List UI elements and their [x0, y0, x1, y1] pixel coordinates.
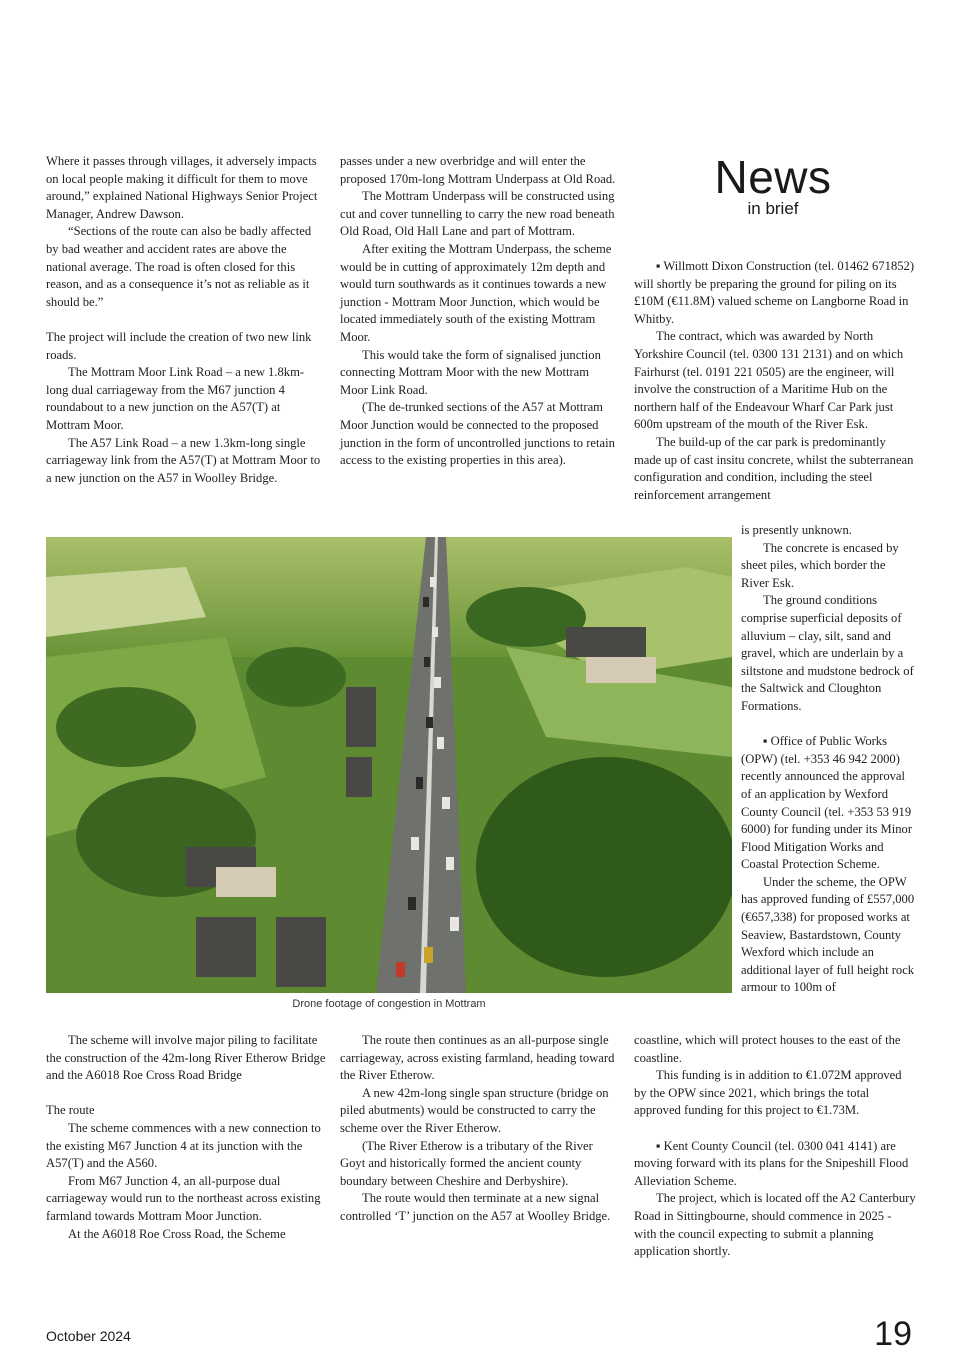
news-item: ▪ Office of Public Works (OPW) (tel. +353 46 942 2000) recently announced the approval of an application by Wexford County Council (tel. +353 53 919 6000) for funding under its Minor Flood Mitigation Works and Coastal Protection Scheme.	[741, 734, 913, 872]
news-title: News	[714, 151, 832, 203]
article-column-2-bottom	[340, 1032, 620, 1226]
news-item: ▪ Willmott Dixon Construction (tel. 01462 671852) will shortly be preparing the ground for piling on its £10M (€11.8M) valued scheme on Langborne Road in Whitby.	[634, 259, 915, 326]
news-column-bottom	[634, 1032, 916, 1261]
paragraph: The ground conditions comprise superficial deposits of alluvium – clay, silt, sand and gravel, which are underlain by a siltstone and mudstone bedrock of the Saltwick and Cloughton Formations.	[741, 593, 914, 713]
paragraph: A new 42m-long single span structure (bridge on piled abutments) would be constructed to carry the scheme over the River Etherow.	[340, 1085, 609, 1135]
news-subtitle: in brief	[747, 199, 799, 218]
paragraph: From M67 Junction 4, an all-purpose dual carriageway would run to the northeast across existing farmland towards Mottram Moor Junction.	[46, 1173, 321, 1223]
article-column-2-top	[340, 153, 620, 470]
paragraph: coastline, which will protect houses to the east of the coastline.	[634, 1033, 901, 1065]
drone-photo	[46, 537, 732, 993]
paragraph: Where it passes through villages, it adversely impacts on local people making it difficult for them to move around,” explained National Highways Senior Project Manager, Andrew Dawson.	[46, 154, 318, 221]
page-number: 19	[874, 1315, 912, 1353]
paragraph: The Mottram Moor Link Road – a new 1.8km-long dual carriageway from the M67 junction 4 roundabout to a new junction on the A57(T) at Mottram Moor.	[46, 365, 305, 432]
paragraph: At the A6018 Roe Cross Road, the Scheme	[68, 1226, 286, 1241]
paragraph: The A57 Link Road – a new 1.3km-long single carriageway link from the A57(T) at Mottram Moor to a new junction on the A57 in Woolley Bridge.	[46, 435, 321, 485]
news-in-brief-heading	[700, 152, 846, 218]
paragraph: The route then continues as an all-purpose single carriageway, across existing farmland, heading toward the River Etherow.	[340, 1033, 615, 1083]
paragraph: The contract, which was awarded by North Yorkshire Council (tel. 0300 131 2131) and on which Fairhurst (tel. 0191 221 0505) are the engineer, will involve the construction of a Maritime Hub on the northern half of the Endeavour Wharf Car Park just 600m upstream of the mouth of the River Esk.	[634, 329, 904, 432]
paragraph: “Sections of the route can also be badly affected by bad weather and accident rates are above the national average. The road is often closed for this reason, and as a consequence it’s not as reliable as it should be.”	[46, 224, 312, 309]
subheading: The route	[46, 1103, 95, 1118]
paragraph: Under the scheme, the OPW has approved funding of £557,000 (€657,338) for proposed works at Seaview, Bastardstown, County Wexford which include an additional layer of full height rock armour to 100m of	[741, 874, 915, 995]
paragraph: The Mottram Underpass will be constructed using cut and cover tunnelling to carry the new road beneath Old Road, Old Hall Lane and part of Mottram.	[340, 189, 615, 239]
paragraph: (The River Etherow is a tributary of the River Goyt and historically formed the ancient county boundary between Cheshire and Derbyshire).	[340, 1138, 593, 1188]
article-column-1-top	[46, 153, 326, 487]
paragraph: The project will include the creation of two new link roads.	[46, 329, 312, 362]
paragraph: This funding is in addition to €1.072M approved by the OPW since 2021, which brings the total approved funding for this project to €1.73M.	[634, 1068, 902, 1118]
photo-caption: Drone footage of congestion in Mottram	[292, 998, 486, 1010]
news-column-top	[634, 258, 916, 504]
news-column-wrap	[741, 522, 916, 997]
aerial-landscape-image	[46, 537, 732, 993]
paragraph: The route would then terminate at a new signal controlled ‘T’ junction on the A57 at Woolley Bridge.	[340, 1191, 611, 1223]
paragraph: is presently unknown.	[741, 523, 852, 537]
issue-date: October 2024	[46, 1328, 131, 1344]
article-column-1-bottom	[46, 1032, 326, 1243]
paragraph: The scheme commences with a new connection to the existing M67 Junction 4 at its junction with the A57(T) and the A560.	[46, 1120, 321, 1171]
paragraph: The project, which is located off the A2 Canterbury Road in Sittingbourne, should commence in 2025 - with the council expecting to submit a planning application shortly.	[634, 1191, 916, 1259]
paragraph: passes under a new overbridge and will enter the proposed 170m-long Mottram Underpass at Old Road.	[340, 154, 616, 186]
news-item: ▪ Kent County Council (tel. 0300 041 4141) are moving forward with its plans for the Snipeshill Flood Alleviation Scheme.	[634, 1138, 909, 1188]
paragraph: The concrete is encased by sheet piles, which border the River Esk.	[741, 540, 899, 590]
paragraph: The build-up of the car park is predominantly made up of cast insitu concrete, whilst the subterranean configuration and condition, including the steel reinforcement arrangement	[634, 434, 914, 502]
paragraph: This would take the form of signalised junction connecting Mottram Moor with the new Mottram Moor Link Road.	[340, 347, 601, 397]
paragraph: The scheme will involve major piling to facilitate the construction of the 42m-long River Etherow Bridge and the A6018 Roe Cross Road Bridge	[46, 1033, 326, 1083]
paragraph: After exiting the Mottram Underpass, the scheme would be in cutting of approximately 12m depth and would turn southwards as it continues towards a new junction - Mottram Moor Junction, which would be located immediately south of the existing Mottram Moor.	[340, 241, 612, 344]
paragraph: (The de-trunked sections of the A57 at Mottram Moor Junction would be connected to the proposed junction in the form of uncontrolled junctions to retain access to the existing properties in this area).	[340, 400, 615, 468]
